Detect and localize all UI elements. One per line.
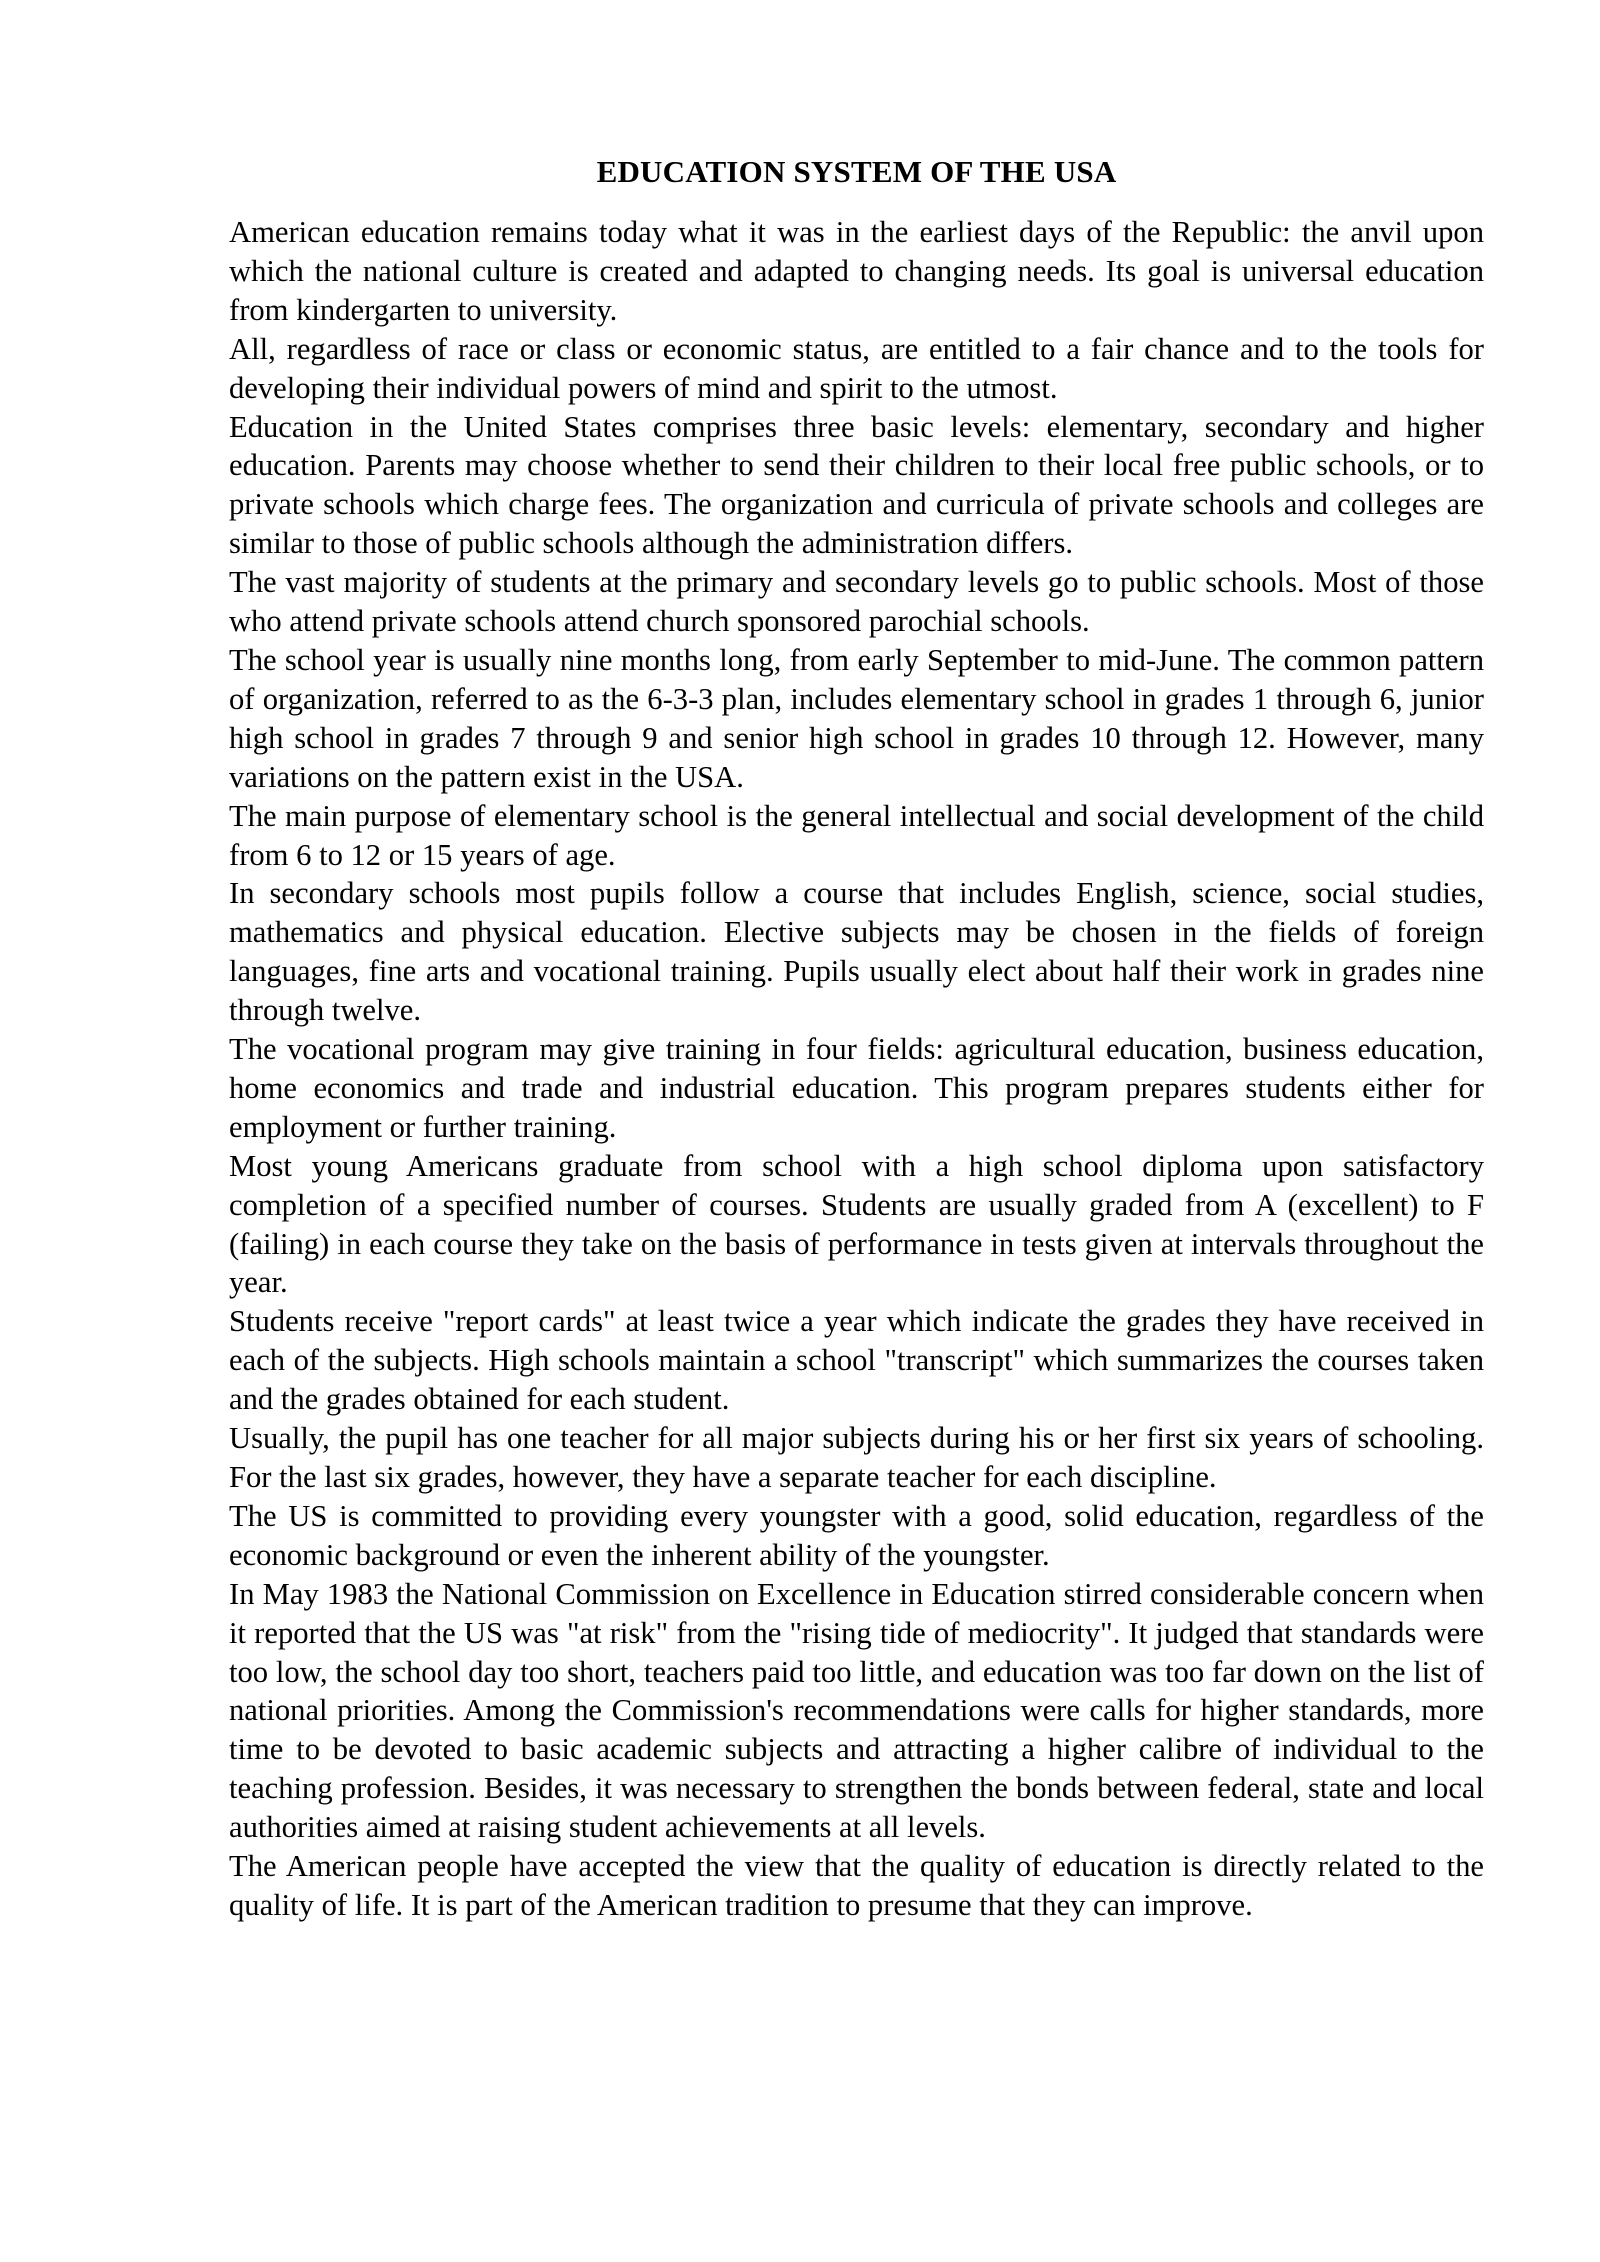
document-body xyxy=(229,152,1484,1925)
page-title: EDUCATION SYSTEM OF THE USA xyxy=(596,154,1117,189)
paragraph: Education in the United States comprises three basic levels: elementary, secondary and higher education. Parents may choose whether to send their children to their local free public schools, or to private schools which charge fees. The organization and curricula of private schools and colleges are similar to those of public schools although the administration differs. xyxy=(229,409,1484,561)
paragraph: American education remains today what it was in the earliest days of the Republic: the anvil upon which the national culture is created and adapted to changing needs. Its goal is universal education from kindergarten to university. xyxy=(229,215,1484,327)
paragraph: The vast majority of students at the primary and secondary levels go to public schools. Most of those who attend private schools attend church sponsored parochial schools. xyxy=(229,565,1484,639)
paragraph: Students receive "report cards" at least twice a year which indicate the grades they have received in each of the subjects. High schools maintain a school "transcript" which summarizes the courses taken and the grades obtained for each student. xyxy=(229,1304,1484,1417)
paragraph: In May 1983 the National Commission on Excellence in Education stirred considerable concern when it reported that the US was "at risk" from the "rising tide of mediocrity". It judged that standards were too low, the school day too short, teachers paid too little, and education was too far down on the list of national priorities. Among the Commission's recommendations were calls for higher standards, more time to be devoted to basic academic subjects and attracting a higher calibre of individual to the teaching profession. Besides, it was necessary to strengthen the bonds between federal, state and local authorities aimed at raising student achievements at all levels. xyxy=(229,1576,1484,1845)
paragraph: The vocational program may give training in four fields: agricultural education, business education, home economics and trade and industrial education. This program prepares students either for employment or further training. xyxy=(229,1032,1484,1144)
paragraph: The main purpose of elementary school is the general intellectual and social development of the child from 6 to 12 or 15 years of age. xyxy=(229,798,1484,872)
paragraph: The American people have accepted the view that the quality of education is directly related to the quality of life. It is part of the American tradition to presume that they can improve. xyxy=(229,1849,1484,1922)
paragraph: Most young Americans graduate from school with a high school diploma upon satisfactory completion of a specified number of courses. Students are usually graded from A (excellent) to F (failing) in each course they take on the basis of performance in tests given at intervals throughout the year. xyxy=(229,1148,1484,1300)
paragraph: All, regardless of race or class or economic status, are entitled to a fair chance and to the tools for developing their individual powers of mind and spirit to the utmost. xyxy=(229,331,1484,405)
paragraph: In secondary schools most pupils follow a course that includes English, science, social studies, mathematics and physical education. Elective subjects may be chosen in the fields of foreign languages, fine arts and vocational training. Pupils usually elect about half their work in grades nine through twelve. xyxy=(229,876,1484,1028)
paragraph: The school year is usually nine months long, from early September to mid-June. The common pattern of organization, referred to as the 6-3-3 plan, includes elementary school in grades 1 through 6, junior high school in grades 7 through 9 and senior high school in grades 10 through 12. However, many variations on the pattern exist in the USA. xyxy=(229,642,1484,794)
paragraph: Usually, the pupil has one teacher for all major subjects during his or her first six years of schooling. For the last six grades, however, they have a separate teacher for each discipline. xyxy=(229,1421,1484,1494)
paragraph: The US is committed to providing every youngster with a good, solid education, regardless of the economic background or even the inherent ability of the youngster. xyxy=(229,1498,1484,1572)
